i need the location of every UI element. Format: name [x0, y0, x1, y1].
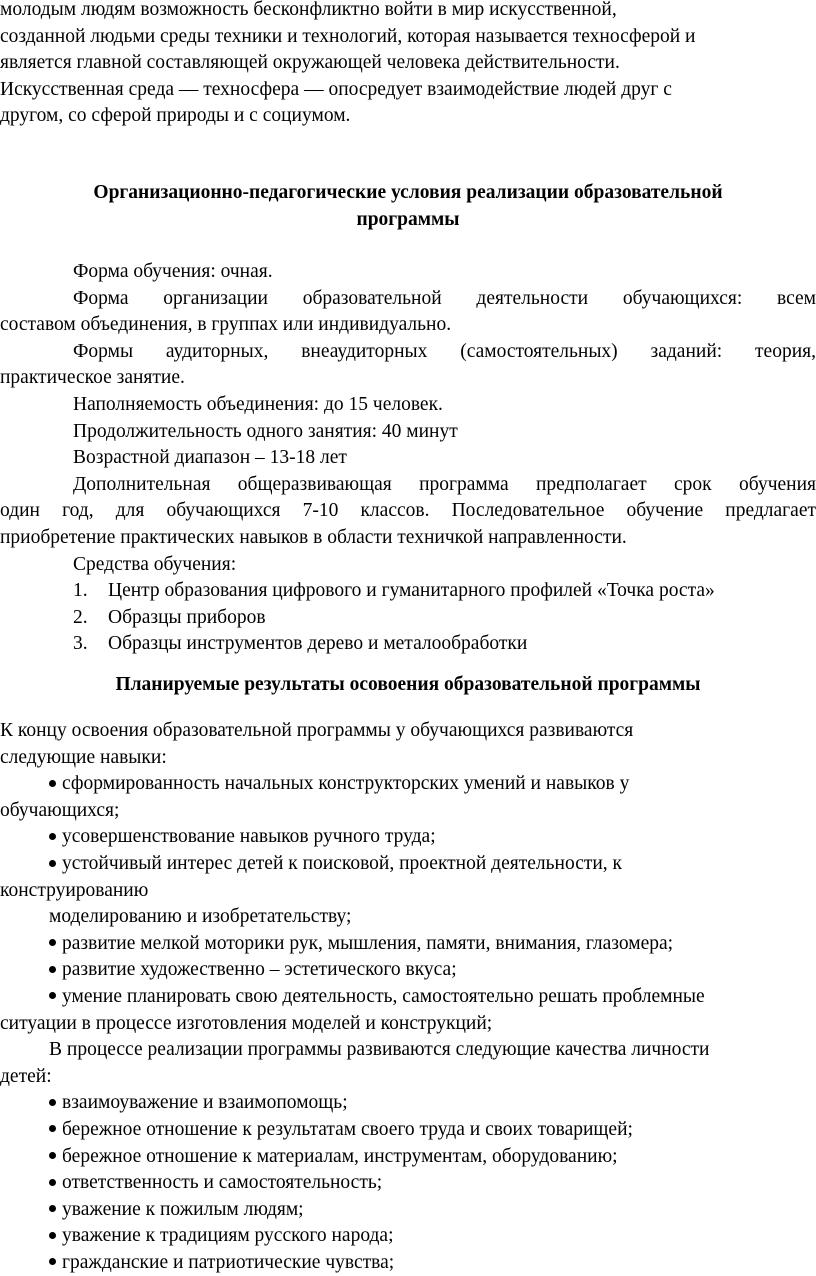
results-body — [0, 718, 816, 1276]
text-line: другом, со сферой природы и с социумом. — [0, 105, 351, 127]
means-title: Средства обучения: — [73, 553, 237, 575]
skill-item: устойчивый интерес детей к поисковой, проектной деятельности, к — [0, 851, 816, 878]
duration: Продолжительность одного занятия: 40 минут — [73, 420, 458, 442]
bullet-icon — [49, 1125, 56, 1132]
list-number: 2. — [73, 606, 88, 628]
skill-item-cont: ситуации в процессе изготовления моделей и конструкций; — [0, 1012, 493, 1034]
conditions-body — [0, 259, 816, 658]
skill-item-cont: обучающихся; — [0, 799, 120, 821]
text-line: является главной составляющей окружающей человека действительности. — [0, 52, 620, 74]
list-item-text: Образцы инструментов дерево и металообработки — [108, 633, 528, 655]
heading-line: программы — [356, 208, 460, 230]
skill-item-cont: конструированию — [0, 879, 149, 901]
program-line: Дополнительная общеразвивающая программа предполагает срок обучения — [73, 473, 816, 495]
quality-item: ответственность и самостоятельность; — [0, 1170, 816, 1197]
list-item-text: Образцы приборов — [108, 606, 266, 628]
bullet-icon — [49, 939, 56, 946]
quality-item: уважение к пожилым людям; — [0, 1197, 816, 1224]
bullet-icon — [49, 1152, 56, 1159]
skill-item: умение планировать свою деятельность, самостоятельно решать проблемные — [0, 984, 816, 1011]
bullet-icon — [49, 1099, 56, 1106]
skill-item: усовершенствование навыков ручного труда; — [0, 824, 816, 851]
lead-line: следующие навыки: — [0, 746, 167, 768]
qualities-lead: В процессе реализации программы развиваются следующие качества личности — [49, 1039, 710, 1061]
form-of-study: Форма обучения: очная. — [73, 261, 273, 282]
text-line: молодым людям возможность бесконфликтно войти в мир искусственной, — [0, 0, 617, 20]
means-item — [0, 605, 816, 632]
tasks-line: Формы аудиторных, внеаудиторных (самостоятельных) заданий: теория, — [73, 340, 816, 362]
quality-item: бережное отношение к материалам, инструментам, оборудованию; — [0, 1144, 816, 1171]
text-line: созданной людьми среды техники и технологий, которая называется техносферой и — [0, 25, 696, 47]
quality-item: бережное отношение к результатам своего труда и своих товарищей; — [0, 1117, 816, 1144]
bullet-icon — [49, 1258, 56, 1265]
lead-line: К концу освоения образовательной программы у обучающихся развиваются — [0, 720, 634, 741]
intro-paragraph — [0, 0, 816, 130]
means-item — [0, 631, 816, 658]
bullet-icon — [49, 780, 56, 787]
quality-item: уважение к традициям русского народа; — [0, 1223, 816, 1250]
bullet-icon — [49, 833, 56, 840]
heading-line: Планируемые результаты осовоения образовательной программы — [115, 674, 701, 695]
tasks-line: практическое занятие. — [0, 367, 185, 389]
quality-item: гражданские и патриотические чувства; — [0, 1250, 816, 1276]
program-line: один год, для обучающихся 7-10 классов. Последовательное обучение предлагает — [0, 500, 816, 522]
bullet-icon — [49, 966, 56, 973]
skill-item: развитие мелкой моторики рук, мышления, памяти, внимания, глазомера; — [0, 931, 816, 958]
program-line: приобретение практических навыков в области техничкой направленности. — [0, 526, 627, 548]
age-range: Возрастной диапазон – 13-18 лет — [73, 447, 347, 469]
skill-item-cont: моделированию и изобретательству; — [49, 906, 352, 928]
qualities-lead: детей: — [0, 1065, 52, 1087]
bullet-icon — [49, 1232, 56, 1239]
section-heading-conditions — [0, 180, 816, 233]
capacity: Наполняемость объединения: до 15 человек. — [73, 393, 443, 415]
heading-line: Организационно-педагогические условия реализации образовательной — [93, 182, 723, 203]
skill-item: развитие художественно – эстетического вкуса; — [0, 957, 816, 984]
skill-item: сформированность начальных конструкторских умений и навыков у — [0, 771, 816, 798]
means-item — [0, 578, 816, 605]
org-form-line: Форма организации образовательной деятельности обучающихся: всем — [73, 287, 816, 309]
bullet-icon — [49, 1205, 56, 1212]
quality-item: взаимоуважение и взаимопомощь; — [0, 1090, 816, 1117]
bullet-icon — [49, 992, 56, 999]
org-form-line: составом объединения, в группах или индивидуально. — [0, 314, 452, 336]
bullet-icon — [49, 860, 56, 867]
list-item-text: Центр образования цифрового и гуманитарного профилей «Точка роста» — [108, 580, 715, 602]
text-line: Искусственная среда — техносфера — опосредует взаимодействие людей друг с — [0, 78, 672, 100]
bullet-icon — [49, 1179, 56, 1186]
section-heading-results — [0, 672, 816, 699]
list-number: 1. — [73, 580, 88, 602]
list-number: 3. — [73, 633, 88, 655]
